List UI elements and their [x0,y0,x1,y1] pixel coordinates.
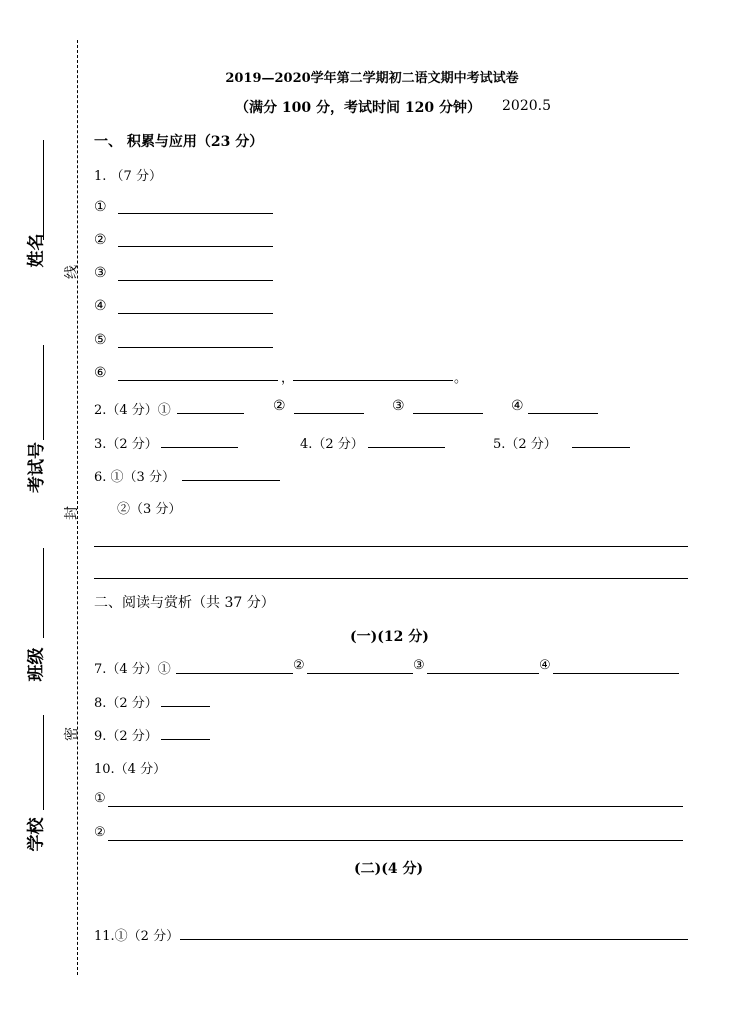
q1-item-2: ② [94,232,107,248]
answer-line[interactable] [368,447,445,448]
q10-item-1: ① [94,791,106,806]
seal-secret-char: 密 [64,727,80,741]
comma: ， [281,371,295,386]
answer-line[interactable] [118,246,273,247]
q10-label: 10.（4 分） [94,762,167,777]
section1-title: 一、 积累与应用（23 分） [94,134,264,150]
answer-line[interactable] [118,380,278,381]
q7-label: 7.（4 分）① [94,662,171,677]
school-label: 学校 [26,817,47,852]
q10-item-2: ② [94,825,106,840]
answer-line[interactable] [572,447,630,448]
q2-c: ③ [392,398,405,414]
class-line [43,548,44,638]
answer-line[interactable] [413,413,483,414]
answer-line[interactable] [118,313,273,314]
q7-c: ③ [413,658,425,673]
answer-line[interactable] [94,578,688,579]
part2-title: (二)(4 分) [354,861,424,877]
q2-d: ④ [511,398,524,414]
answer-line[interactable] [427,673,539,674]
q1-item-5: ⑤ [94,332,107,348]
q1-item-3: ③ [94,265,107,281]
q4-label: 4.（2 分） [300,437,364,452]
exam-date: 2020.5 [502,98,551,114]
q2-label: 2.（4 分）① [94,403,171,418]
q7-d: ④ [539,658,551,673]
page-subtitle: （满分 100 分，考试时间 120 分钟） [235,100,481,116]
name-line [43,140,44,240]
exam-no-label: 考试号 [27,442,47,493]
answer-line[interactable] [161,706,210,707]
answer-line[interactable] [108,806,683,807]
answer-line[interactable] [180,939,688,940]
answer-line[interactable] [182,480,280,481]
q8-label: 8.（2 分） [94,696,158,711]
answer-line[interactable] [118,213,273,214]
answer-line[interactable] [118,347,273,348]
exam-no-line [43,345,44,440]
q1-item-6: ⑥ [94,365,107,381]
q1-label: 1. （7 分） [94,169,162,184]
answer-line[interactable] [161,447,238,448]
q2-b: ② [273,398,286,414]
answer-line[interactable] [108,840,683,841]
answer-line[interactable] [118,280,273,281]
part1-title: (一)(12 分) [350,629,429,645]
answer-line[interactable] [528,413,598,414]
name-label: 姓名 [26,233,47,268]
q1-item-4: ④ [94,298,107,314]
seal-line-char: 线 [64,265,80,279]
q11-label: 11.①（2 分） [94,929,180,944]
q9-label: 9.（2 分） [94,729,158,744]
answer-line[interactable] [176,673,293,674]
answer-line[interactable] [294,413,364,414]
section2-title: 二、阅读与赏析（共 37 分） [94,595,275,611]
q3-label: 3.（2 分） [94,437,158,452]
q6-2-label: ②（3 分） [117,502,182,517]
q6-1-label: 6. ①（3 分） [94,470,175,485]
page-title: 2019—2020学年第二学期初二语文期中考试试卷 [225,71,519,86]
class-label: 班级 [26,647,47,682]
q1-item-1: ① [94,199,107,215]
seal-seal-char: 封 [64,506,80,520]
answer-line[interactable] [161,739,210,740]
answer-line[interactable] [307,673,413,674]
period: 。 [454,371,468,386]
answer-line[interactable] [553,673,679,674]
school-line [43,715,44,810]
answer-line[interactable] [94,546,688,547]
q5-label: 5.（2 分） [493,437,557,452]
answer-line[interactable] [293,380,453,381]
answer-line[interactable] [177,413,244,414]
q7-b: ② [293,658,305,673]
